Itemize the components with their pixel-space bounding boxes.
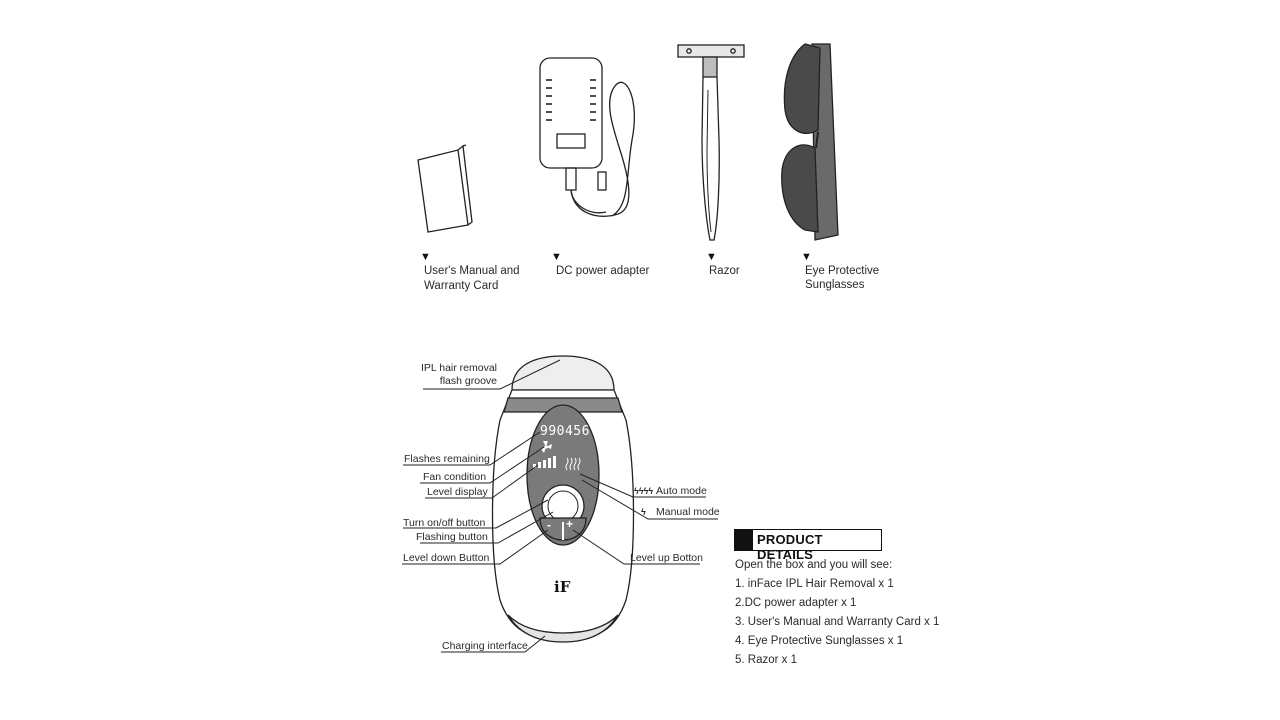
product-details-title: PRODUCT DETAILS bbox=[757, 532, 823, 562]
callout-flash-groove-line1: IPL hair removal bbox=[420, 362, 497, 374]
sunglasses-marker: ▼ bbox=[801, 251, 812, 263]
razor-marker: ▼ bbox=[706, 251, 717, 263]
adapter-label: DC power adapter bbox=[556, 265, 650, 277]
manual-label-line1: User's Manual and bbox=[424, 265, 520, 277]
brand-logo: iF bbox=[554, 578, 571, 596]
product-details-item-3: 3. User's Manual and Warranty Card x 1 bbox=[735, 616, 940, 628]
manual-mode-icon: ϟ bbox=[641, 507, 646, 517]
sunglasses-drawing bbox=[782, 44, 838, 240]
product-details-item-2: 2.DC power adapter x 1 bbox=[735, 597, 857, 609]
callout-level-display: Level display bbox=[427, 486, 488, 498]
header-black-block bbox=[735, 530, 753, 550]
sunglasses-label-line2: Sunglasses bbox=[805, 279, 865, 291]
product-details-item-5: 5. Razor x 1 bbox=[735, 654, 797, 666]
minus-symbol: - bbox=[547, 518, 551, 532]
callout-flashes-remaining: Flashes remaining bbox=[404, 453, 490, 465]
callout-fan-condition: Fan condition bbox=[423, 471, 487, 483]
manual-label-line2: Warranty Card bbox=[424, 280, 499, 292]
auto-mode-icon: ϟϟϟϟ bbox=[634, 486, 654, 496]
callout-charging: Charging interface bbox=[442, 640, 528, 652]
product-details-intro: Open the box and you will see: bbox=[735, 559, 893, 571]
callout-level-up: Level up Botton bbox=[630, 552, 703, 564]
callout-flashing-button: Flashing button bbox=[416, 531, 488, 543]
power-adapter-drawing bbox=[540, 58, 634, 216]
razor-drawing bbox=[678, 45, 744, 240]
callout-manual-mode: Manual mode bbox=[656, 506, 720, 518]
flash-counter-display: 990456 bbox=[540, 424, 590, 439]
manual-marker: ▼ bbox=[420, 251, 431, 263]
product-details-item-1: 1. inFace IPL Hair Removal x 1 bbox=[735, 578, 894, 590]
razor-label: Razor bbox=[709, 265, 740, 277]
plus-symbol: + bbox=[566, 517, 574, 531]
adapter-marker: ▼ bbox=[551, 251, 562, 263]
ipl-device-drawing bbox=[493, 356, 634, 642]
manual-booklet-drawing bbox=[418, 145, 472, 232]
product-details-item-4: 4. Eye Protective Sunglasses x 1 bbox=[735, 635, 904, 647]
sunglasses-label-line1: Eye Protective bbox=[805, 265, 880, 277]
callout-turn-onoff: Turn on/off button bbox=[403, 517, 486, 529]
callout-auto-mode: Auto mode bbox=[656, 485, 707, 497]
callout-level-down: Level down Button bbox=[403, 552, 490, 564]
product-details-header bbox=[734, 529, 882, 562]
callout-flash-groove-line2: flash groove bbox=[439, 375, 497, 387]
